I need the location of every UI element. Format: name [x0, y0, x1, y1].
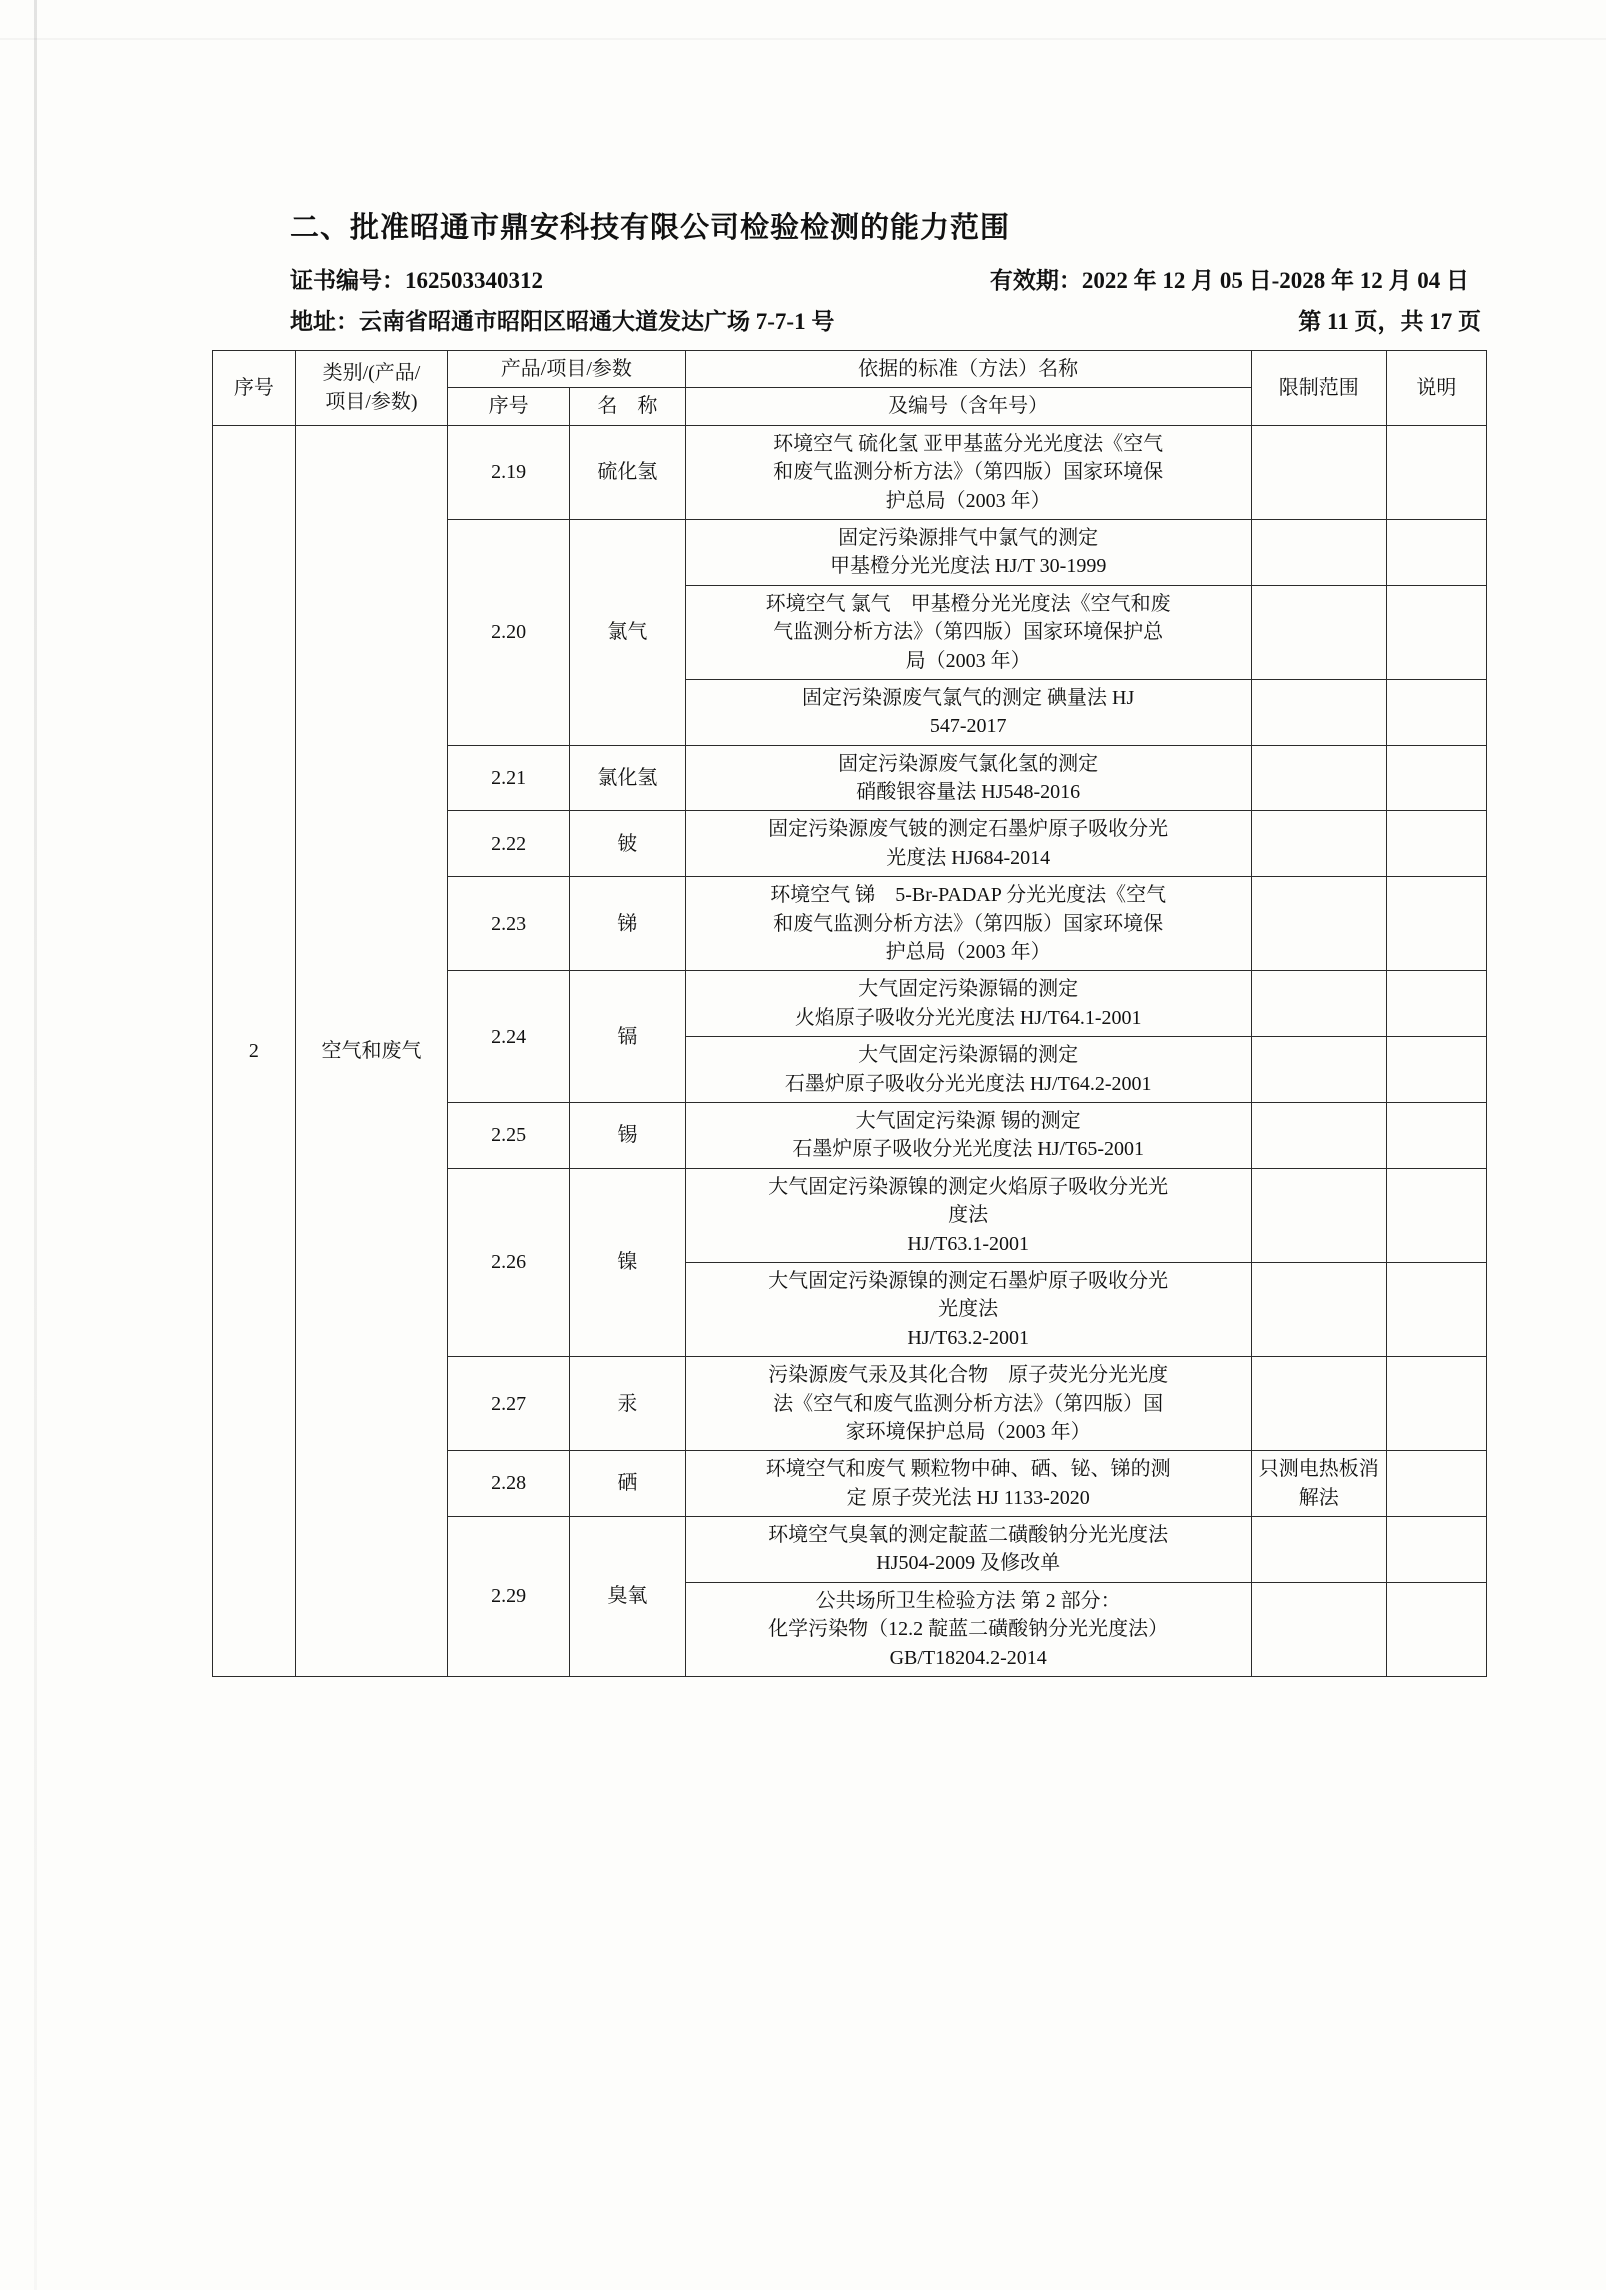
product-seq: 2.28: [448, 1451, 570, 1517]
standard-cell: [685, 877, 1251, 971]
standard-line: 法《空气和废气监测分析方法》（第四版）国: [773, 1392, 1164, 1415]
standard-line: 家环境保护总局（2003 年）: [845, 1420, 1091, 1443]
note-cell: [1386, 1102, 1486, 1168]
note-cell: [1386, 1582, 1486, 1676]
note-cell: [1386, 1357, 1486, 1451]
limit-cell: 只测电热板消解法: [1251, 1451, 1386, 1517]
product-name: 铍: [570, 811, 685, 877]
limit-cell: [1251, 1102, 1386, 1168]
standard-line: 大气固定污染源镍的测定石墨炉原子吸收分光: [768, 1269, 1169, 1292]
product-name: 臭氧: [570, 1517, 685, 1677]
standard-cell: [685, 425, 1251, 519]
standard-cell: [685, 745, 1251, 811]
standard-line: 和废气监测分析方法》（第四版）国家环境保: [773, 912, 1164, 935]
address: 地址：云南省昭通市昭阳区昭通大道发达广场 7-7-1 号: [290, 309, 835, 334]
product-seq: 2.22: [448, 811, 570, 877]
standard-cell: [685, 1102, 1251, 1168]
standard-line: 石墨炉原子吸收分光光度法 HJ/T65-2001: [792, 1138, 1144, 1161]
standard-line: 化学污染物（12.2 靛蓝二磺酸钠分光光度法）: [768, 1618, 1169, 1641]
standard-cell: [685, 971, 1251, 1037]
product-name: 硫化氢: [570, 425, 685, 519]
header-standard-line2: 及编号（含年号）: [685, 388, 1251, 425]
standard-cell: [685, 1517, 1251, 1583]
limit-cell: [1251, 679, 1386, 745]
standard-cell: [685, 1451, 1251, 1517]
limit-cell: [1251, 425, 1386, 519]
note-cell: [1386, 1037, 1486, 1103]
standard-cell: [685, 1168, 1251, 1262]
note-cell: [1386, 1517, 1486, 1583]
table-header-row: [213, 351, 1487, 388]
limit-cell: [1251, 1262, 1386, 1356]
standard-line: 度法: [948, 1204, 989, 1227]
table-body: [213, 425, 1487, 1676]
standard-line: 定 原子荧光法 HJ 1133-2020: [846, 1486, 1090, 1509]
header-category-line1: 类别/(产品/: [322, 361, 421, 384]
standard-line: 污染源废气汞及其化合物 原子荧光分光光度: [768, 1364, 1169, 1387]
standard-line: 护总局（2003 年）: [885, 489, 1051, 512]
product-seq: 2.21: [448, 745, 570, 811]
standard-line: 固定污染源废气氯气的测定 碘量法 HJ: [802, 686, 1135, 709]
standard-line: 固定污染源排气中氯气的测定: [838, 526, 1099, 549]
product-seq: 2.24: [448, 971, 570, 1103]
product-name: 氯气: [570, 519, 685, 745]
standard-line: 公共场所卫生检验方法 第 2 部分：: [815, 1589, 1121, 1612]
meta-row-cert: [290, 262, 1487, 295]
header-limit: 限制范围: [1251, 351, 1386, 426]
standard-line: 大气固定污染源镍的测定火焰原子吸收分光光: [768, 1175, 1169, 1198]
header-category: [295, 351, 447, 426]
page-title: 二、批准昭通市鼎安科技有限公司检验检测的能力范围: [290, 212, 1011, 244]
standard-line: 固定污染源废气氯化氢的测定: [838, 752, 1099, 775]
standard-line: 护总局（2003 年）: [885, 941, 1051, 964]
scan-edge-top: [0, 38, 1606, 40]
header-standard-line1: 依据的标准（方法）名称: [685, 351, 1251, 388]
standard-line: 环境空气臭氧的测定靛蓝二磺酸钠分光光度法: [768, 1524, 1169, 1547]
note-cell: [1386, 1451, 1486, 1517]
product-seq: 2.26: [448, 1168, 570, 1356]
standard-cell: [685, 1582, 1251, 1676]
scan-edge-left: [34, 0, 37, 2290]
note-cell: [1386, 519, 1486, 585]
standard-line: 547-2017: [929, 715, 1007, 738]
header-category-line2: 项目/参数): [325, 390, 418, 413]
limit-cell: [1251, 585, 1386, 679]
standard-cell: [685, 679, 1251, 745]
product-seq: 2.25: [448, 1102, 570, 1168]
limit-cell: [1251, 1517, 1386, 1583]
header-note: 说明: [1386, 351, 1486, 426]
header-product-group: 产品/项目/参数: [448, 351, 685, 388]
group-seq: 2: [213, 425, 296, 1676]
standard-cell: [685, 585, 1251, 679]
standard-line: 石墨炉原子吸收分光光度法 HJ/T64.2-2001: [784, 1072, 1152, 1095]
standard-line: 大气固定污染源 锡的测定: [855, 1109, 1081, 1132]
standard-line: 大气固定污染源镉的测定: [858, 1044, 1079, 1067]
standard-cell: [685, 1262, 1251, 1356]
limit-cell: [1251, 1168, 1386, 1262]
limit-cell: [1251, 877, 1386, 971]
standard-line: 光度法: [938, 1298, 999, 1321]
standard-line: HJ504-2009 及修改单: [876, 1552, 1061, 1575]
standard-cell: [685, 1037, 1251, 1103]
note-cell: [1386, 585, 1486, 679]
product-seq: 2.23: [448, 877, 570, 971]
standard-line: 环境空气 锑 5-Br-PADAP 分光光度法《空气: [770, 884, 1167, 907]
standard-line: 环境空气 硫化氢 亚甲基蓝分光光度法《空气: [773, 432, 1164, 455]
capability-table: [212, 350, 1487, 1677]
header-seq: 序号: [213, 351, 296, 426]
standard-line: 甲基橙分光光度法 HJ/T 30-1999: [830, 555, 1107, 578]
note-cell: [1386, 679, 1486, 745]
product-name: 氯化氢: [570, 745, 685, 811]
note-cell: [1386, 425, 1486, 519]
product-name: 汞: [570, 1357, 685, 1451]
product-seq: 2.20: [448, 519, 570, 745]
limit-cell: [1251, 1357, 1386, 1451]
product-name: 硒: [570, 1451, 685, 1517]
standard-line: 环境空气和废气 颗粒物中砷、硒、铋、锑的测: [765, 1458, 1171, 1481]
standard-cell: [685, 1357, 1251, 1451]
validity-period: 有效期：2022 年 12 月 05 日-2028 年 12 月 04 日: [989, 268, 1469, 293]
product-name: 锡: [570, 1102, 685, 1168]
note-cell: [1386, 1168, 1486, 1262]
note-cell: [1386, 1262, 1486, 1356]
standard-line: 固定污染源废气铍的测定石墨炉原子吸收分光: [768, 818, 1169, 841]
product-seq: 2.29: [448, 1517, 570, 1677]
standard-line: 大气固定污染源镉的测定: [858, 978, 1079, 1001]
standard-cell: [685, 519, 1251, 585]
document-content: [212, 205, 1487, 1677]
header-product-name: 名 称: [570, 388, 685, 425]
limit-cell: [1251, 811, 1386, 877]
limit-cell: [1251, 745, 1386, 811]
meta-row-address: [290, 303, 1487, 336]
standard-line: 火焰原子吸收分光光度法 HJ/T64.1-2001: [794, 1006, 1142, 1029]
note-cell: [1386, 971, 1486, 1037]
limit-cell: [1251, 519, 1386, 585]
standard-cell: [685, 811, 1251, 877]
standard-line: GB/T18204.2-2014: [889, 1646, 1047, 1669]
note-cell: [1386, 811, 1486, 877]
standard-line: 气监测分析方法》（第四版）国家环境保护总: [773, 621, 1164, 644]
standard-line: 环境空气 氯气 甲基橙分光光度法《空气和废: [765, 592, 1171, 615]
certificate-number: 证书编号：162503340312: [290, 268, 543, 293]
note-cell: [1386, 877, 1486, 971]
note-cell: [1386, 745, 1486, 811]
standard-line: 和废气监测分析方法》（第四版）国家环境保: [773, 461, 1164, 484]
standard-line: HJ/T63.1-2001: [907, 1232, 1029, 1255]
limit-cell: [1251, 1582, 1386, 1676]
group-category: 空气和废气: [295, 425, 447, 1676]
page-number: 第 11 页，共 17 页: [1298, 309, 1481, 334]
product-seq: 2.19: [448, 425, 570, 519]
product-name: 镍: [570, 1168, 685, 1356]
limit-cell: [1251, 1037, 1386, 1103]
product-name: 锑: [570, 877, 685, 971]
product-name: 镉: [570, 971, 685, 1103]
standard-line: 局（2003 年）: [905, 649, 1031, 672]
product-seq: 2.27: [448, 1357, 570, 1451]
table-row: [213, 425, 1487, 519]
standard-line: 光度法 HJ684-2014: [886, 846, 1051, 869]
standard-line: HJ/T63.2-2001: [907, 1326, 1029, 1349]
header-product-seq: 序号: [448, 388, 570, 425]
standard-line: 硝酸银容量法 HJ548-2016: [856, 781, 1081, 804]
limit-cell: [1251, 971, 1386, 1037]
